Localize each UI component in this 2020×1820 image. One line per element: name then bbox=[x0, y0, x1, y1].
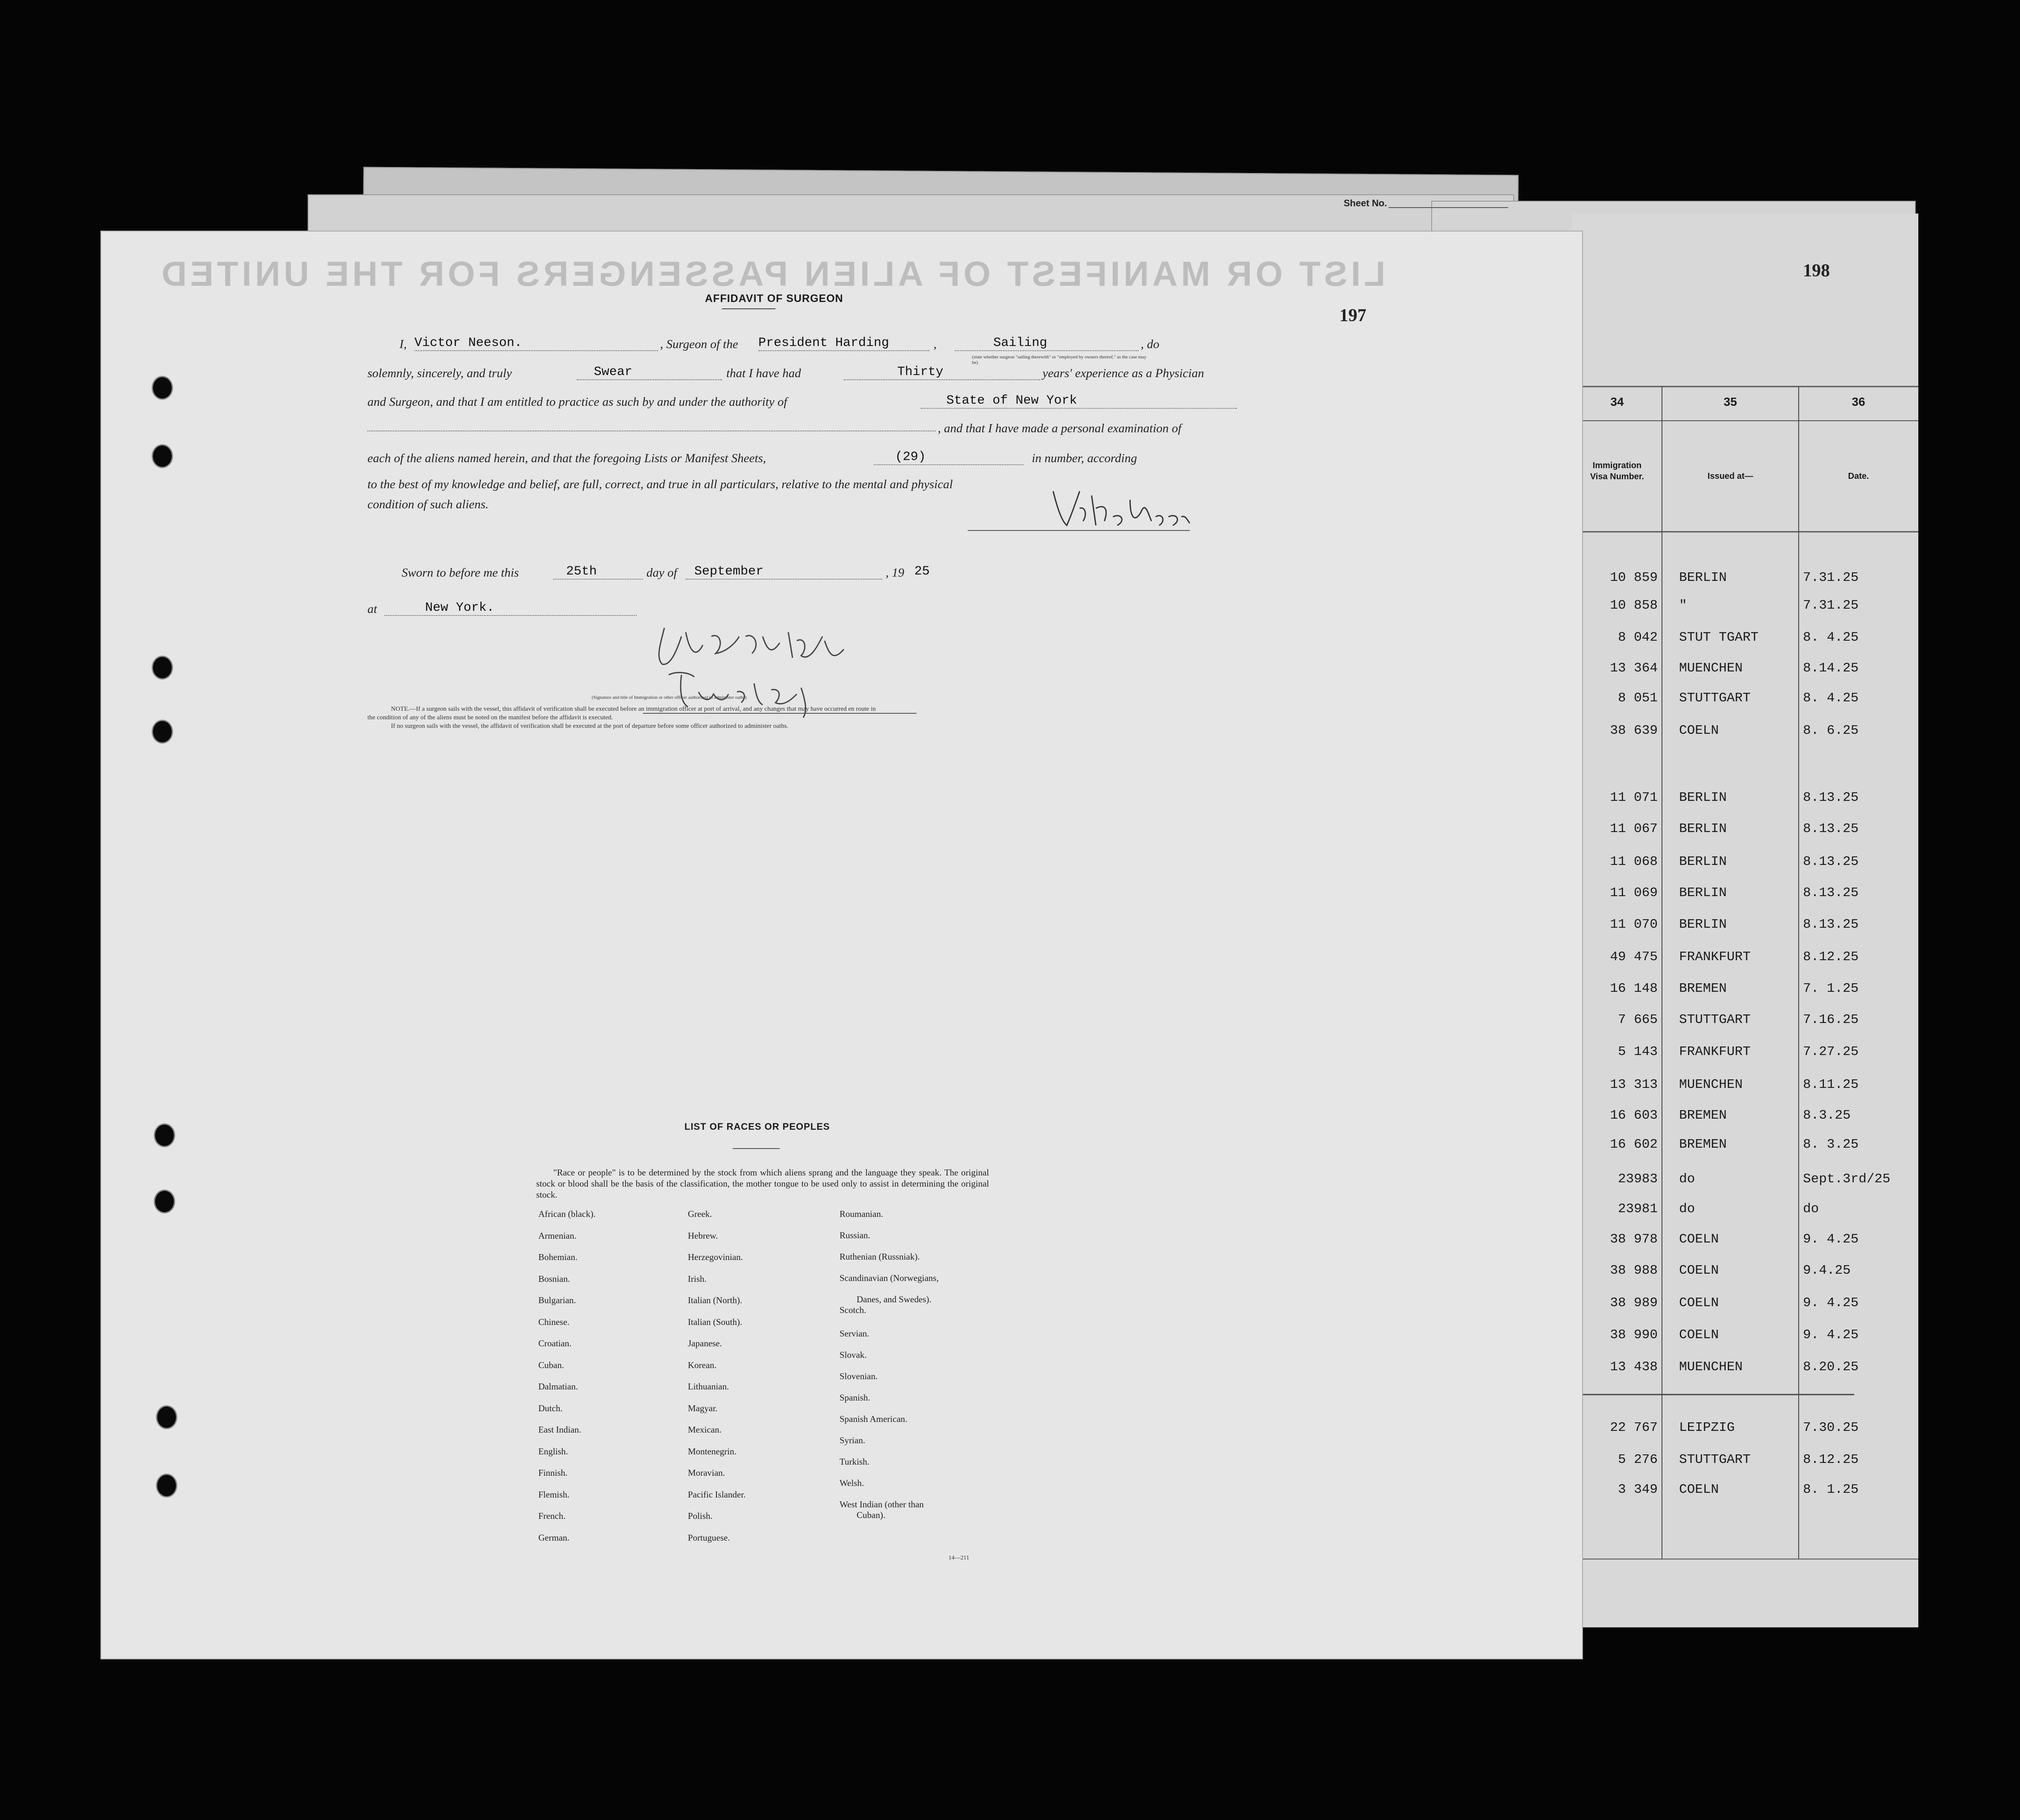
race-entry: Russian. bbox=[840, 1230, 870, 1240]
surgeon-name: Victor Neeson. bbox=[414, 336, 658, 351]
races-rule bbox=[733, 1148, 780, 1149]
at-label: at bbox=[367, 602, 377, 616]
affidavit-i-label: I, bbox=[399, 337, 407, 351]
visa-date-cell: 8. 1.25 bbox=[1803, 1482, 1859, 1497]
note-line-1: NOTE.—If a surgeon sails with the vessel, this affidavit of verification shall be executed before an immigration officer at port of arrival, and any changes that may have occurred en route in bbox=[391, 706, 876, 712]
visa-number-cell: 11 068 bbox=[1610, 854, 1658, 869]
issued-at-cell: COELN bbox=[1679, 1328, 1719, 1342]
issued-at-cell: BERLIN bbox=[1679, 917, 1727, 932]
race-entry: Herzegovinian. bbox=[688, 1252, 743, 1262]
visa-number-cell: 11 069 bbox=[1610, 885, 1658, 900]
visa-date-cell: Sept.3rd/25 bbox=[1803, 1172, 1891, 1187]
issued-at-cell: BREMEN bbox=[1679, 1137, 1727, 1152]
race-entry: Cuban). bbox=[857, 1510, 886, 1520]
issued-at-cell: MUENCHEN bbox=[1679, 1077, 1743, 1092]
sworn-location: New York. bbox=[385, 601, 637, 616]
do-label: , do bbox=[1141, 337, 1160, 351]
race-entry: Spanish American. bbox=[840, 1414, 907, 1424]
visa-date-cell: 8. 3.25 bbox=[1803, 1137, 1859, 1152]
issued-at-cell: COELN bbox=[1679, 1482, 1719, 1497]
race-entry: Polish. bbox=[688, 1511, 713, 1521]
visa-date-cell: 9. 4.25 bbox=[1803, 1328, 1859, 1342]
visa-number-cell: 10 858 bbox=[1610, 598, 1658, 613]
visa-number-cell: 11 067 bbox=[1610, 821, 1658, 836]
visa-date-cell: 9.4.25 bbox=[1803, 1263, 1851, 1278]
visa-number-cell: 8 051 bbox=[1618, 691, 1658, 706]
issued-at-cell: STUT TGART bbox=[1679, 630, 1759, 645]
race-entry: Korean. bbox=[688, 1360, 717, 1370]
race-entry: Bosnian. bbox=[538, 1273, 570, 1284]
race-entry: Irish. bbox=[688, 1273, 707, 1284]
surgeon-of-label: , Surgeon of the bbox=[660, 337, 738, 351]
race-entry: Bohemian. bbox=[538, 1252, 578, 1262]
binder-hole-6 bbox=[154, 1190, 175, 1213]
race-entry: Italian (North). bbox=[688, 1295, 743, 1305]
visa-date-cell: 7.16.25 bbox=[1803, 1012, 1859, 1027]
race-entry: Servian. bbox=[840, 1328, 869, 1339]
col-num-36: 36 bbox=[1852, 395, 1865, 408]
binder-hole-7 bbox=[156, 1405, 177, 1429]
visa-number-cell: 38 639 bbox=[1610, 723, 1658, 738]
race-entry: Cuban. bbox=[538, 1360, 564, 1370]
issued-at-cell: BERLIN bbox=[1679, 854, 1727, 869]
binder-hole-1 bbox=[152, 376, 173, 400]
issued-at-cell: do bbox=[1679, 1172, 1695, 1187]
race-entry: Portuguese. bbox=[688, 1532, 730, 1543]
visa-number-cell: 23981 bbox=[1618, 1202, 1658, 1216]
binder-hole-3 bbox=[152, 656, 173, 680]
page-number-198: 198 bbox=[1803, 261, 1830, 281]
race-entry: French. bbox=[538, 1511, 566, 1521]
sailing-hint: (state whether surgeon "sailing therewith" or "employed by owners thereof," as the case may be) bbox=[972, 355, 1147, 365]
issued-at-cell: COELN bbox=[1679, 1232, 1719, 1247]
licensing-authority: State of New York bbox=[921, 393, 1237, 409]
issued-at-cell: BERLIN bbox=[1679, 885, 1727, 900]
binder-hole-8 bbox=[156, 1474, 177, 1498]
visa-number-cell: 5 276 bbox=[1618, 1452, 1658, 1467]
visa-number-cell: 10 859 bbox=[1610, 570, 1658, 585]
col-num-34: 34 bbox=[1610, 395, 1624, 408]
year-suffix: 25 bbox=[914, 564, 930, 579]
race-entry: Pacific Islander. bbox=[688, 1489, 746, 1500]
issued-at-cell: do bbox=[1679, 1202, 1695, 1216]
visa-number-cell: 11 071 bbox=[1610, 790, 1658, 805]
visa-date-cell: 7.27.25 bbox=[1803, 1044, 1859, 1059]
visa-date-cell: do bbox=[1803, 1202, 1819, 1216]
line-in-number: in number, according bbox=[1032, 451, 1137, 465]
race-entry: Syrian. bbox=[840, 1435, 866, 1445]
vessel-name: President Harding bbox=[758, 336, 929, 351]
bleed-through-title: LIST OR MANIFEST OF ALIEN PASSENGERS FOR THE UNITED bbox=[158, 255, 1386, 293]
race-entry: German. bbox=[538, 1532, 570, 1543]
visa-number-cell: 38 988 bbox=[1610, 1263, 1658, 1278]
visa-date-cell: 8.20.25 bbox=[1803, 1360, 1859, 1375]
race-entry: Turkish. bbox=[840, 1457, 869, 1467]
visa-number-cell: 38 990 bbox=[1610, 1328, 1658, 1342]
races-intro: "Race or people" is to be determined by the stock from which aliens sprang and the language they speak. The original stock or blood shall be the basis of the classification, the mother tongue to be used only to assist in determining the original stock. bbox=[536, 1167, 989, 1200]
affidavit-page bbox=[100, 231, 1583, 1659]
affidavit-title: AFFIDAVIT OF SURGEON bbox=[705, 293, 843, 305]
race-entry: Danes, and Swedes). bbox=[857, 1294, 931, 1304]
comma-mark: , bbox=[934, 337, 937, 351]
race-entry: Montenegrin. bbox=[688, 1446, 737, 1457]
note-line-3: If no surgeon sails with the vessel, the affidavit of verification shall be executed at the port of departure before some officer authorized to administer oaths. bbox=[391, 723, 789, 730]
visa-date-cell: 7.31.25 bbox=[1803, 598, 1859, 613]
visa-number-cell: 22 767 bbox=[1610, 1420, 1658, 1435]
race-entry: African (black). bbox=[538, 1209, 596, 1219]
races-title: LIST OF RACES OR PEOPLES bbox=[684, 1121, 830, 1132]
visa-number-cell: 8 042 bbox=[1618, 630, 1658, 645]
race-entry: Dalmatian. bbox=[538, 1381, 578, 1392]
visa-date-cell: 7.30.25 bbox=[1803, 1420, 1859, 1435]
race-entry: Welsh. bbox=[840, 1478, 864, 1488]
visa-date-cell: 8. 6.25 bbox=[1803, 723, 1859, 738]
visa-date-cell: 8.13.25 bbox=[1803, 854, 1859, 869]
visa-number-cell: 49 475 bbox=[1610, 950, 1658, 964]
issued-at-cell: BREMEN bbox=[1679, 1108, 1727, 1123]
race-entry: Roumanian. bbox=[840, 1209, 884, 1219]
sworn-label: Sworn to before me this bbox=[402, 566, 519, 580]
issued-at-cell: MUENCHEN bbox=[1679, 1360, 1743, 1375]
day-of-label: day of bbox=[646, 566, 677, 580]
officer-signature bbox=[592, 611, 942, 722]
race-entry: Scotch. bbox=[840, 1305, 866, 1315]
visa-date-cell: 8. 4.25 bbox=[1803, 691, 1859, 706]
visa-number-cell: 13 438 bbox=[1610, 1360, 1658, 1375]
binder-hole-4 bbox=[152, 720, 173, 744]
race-entry: Hebrew. bbox=[688, 1230, 718, 1241]
visa-date-cell: 8.12.25 bbox=[1803, 1452, 1859, 1467]
issued-at-cell: BERLIN bbox=[1679, 570, 1727, 585]
visa-date-cell: 8. 4.25 bbox=[1803, 630, 1859, 645]
race-entry: Bulgarian. bbox=[538, 1295, 576, 1305]
line-condition: condition of such aliens. bbox=[367, 498, 489, 511]
years-experience: Thirty bbox=[844, 365, 1040, 380]
visa-number-cell: 13 364 bbox=[1610, 661, 1658, 676]
visa-date-cell: 8.13.25 bbox=[1803, 917, 1859, 932]
sheet-no-label: Sheet No. bbox=[1344, 198, 1387, 208]
race-entry: Mexican. bbox=[688, 1424, 722, 1435]
issued-at-cell: BERLIN bbox=[1679, 790, 1727, 805]
race-entry: Chinese. bbox=[538, 1316, 570, 1327]
issued-at-cell: MUENCHEN bbox=[1679, 661, 1743, 676]
race-entry: English. bbox=[538, 1446, 568, 1457]
issued-at-cell: COELN bbox=[1679, 1295, 1719, 1310]
visa-date-cell: 9. 4.25 bbox=[1803, 1295, 1859, 1310]
issued-at-cell: BREMEN bbox=[1679, 981, 1727, 996]
race-entry: Slovenian. bbox=[840, 1371, 878, 1381]
race-entry: Slovak. bbox=[840, 1350, 867, 1360]
visa-date-cell: 8.12.25 bbox=[1803, 950, 1859, 964]
visa-date-cell: 8.11.25 bbox=[1803, 1077, 1859, 1092]
race-entry: Dutch. bbox=[538, 1403, 563, 1413]
race-entry: East Indian. bbox=[538, 1424, 581, 1435]
officer-caption: (Signature and title of Immigration or other officer authorized to administer oaths) bbox=[592, 695, 747, 700]
sworn-month: September bbox=[686, 564, 882, 580]
issued-at-cell: STUTTGART bbox=[1679, 1452, 1751, 1467]
sheet-no-line bbox=[1389, 207, 1508, 208]
year-prefix: , 19 bbox=[886, 566, 904, 580]
visa-number-cell: 5 143 bbox=[1618, 1044, 1658, 1059]
visa-number-cell: 23983 bbox=[1618, 1172, 1658, 1187]
race-entry: Lithuanian. bbox=[688, 1381, 729, 1392]
binder-hole-5 bbox=[154, 1123, 175, 1147]
col-head-issued-at: Issued at— bbox=[1707, 472, 1753, 481]
issued-at-cell: LEIPZIG bbox=[1679, 1420, 1735, 1435]
visa-date-cell: 8.13.25 bbox=[1803, 885, 1859, 900]
race-entry: Japanese. bbox=[688, 1338, 722, 1348]
issued-at-cell: " bbox=[1679, 598, 1687, 613]
col-num-35: 35 bbox=[1723, 395, 1737, 408]
race-entry: Scandinavian (Norwegians, bbox=[840, 1273, 939, 1283]
note-line-2: the condition of any of the aliens must be noted on the manifest before the affidavit is executed. bbox=[367, 714, 613, 721]
visa-date-cell: 7. 1.25 bbox=[1803, 981, 1859, 996]
visa-date-cell: 8.13.25 bbox=[1803, 821, 1859, 836]
issued-at-cell: BERLIN bbox=[1679, 821, 1727, 836]
visa-number-cell: 11 070 bbox=[1610, 917, 1658, 932]
visa-number-cell: 16 602 bbox=[1610, 1137, 1658, 1152]
race-entry: Flemish. bbox=[538, 1489, 570, 1500]
issued-at-cell: FRANKFURT bbox=[1679, 950, 1751, 964]
race-entry: Greek. bbox=[688, 1209, 712, 1219]
col-head-date: Date. bbox=[1848, 472, 1869, 481]
visa-date-cell: 8.13.25 bbox=[1803, 790, 1859, 805]
race-entry: Spanish. bbox=[840, 1392, 870, 1403]
sworn-day: 25th bbox=[553, 564, 643, 580]
visa-date-cell: 7.31.25 bbox=[1803, 570, 1859, 585]
surgeon-signature bbox=[968, 483, 1190, 534]
race-entry: Armenian. bbox=[538, 1230, 577, 1241]
line-each-alien: each of the aliens named herein, and that the foregoing Lists or Manifest Sheets, bbox=[367, 451, 766, 465]
visa-number-cell: 7 665 bbox=[1618, 1012, 1658, 1027]
line-have-had: that I have had bbox=[726, 366, 801, 380]
issued-at-cell: COELN bbox=[1679, 1263, 1719, 1278]
race-entry: Ruthenian (Russniak). bbox=[840, 1251, 920, 1262]
sailing-status: Sailing bbox=[955, 336, 1139, 351]
line-and-surgeon: and Surgeon, and that I am entitled to practice as such by and under the authority of bbox=[367, 395, 787, 409]
visa-date-cell: 8.14.25 bbox=[1803, 661, 1859, 676]
line-best-knowledge: to the best of my knowledge and belief, are full, correct, and true in all particulars, relative to the mental and physical bbox=[367, 478, 953, 491]
line-solemnly: solemnly, sincerely, and truly bbox=[367, 366, 512, 380]
race-entry: Magyar. bbox=[688, 1403, 718, 1413]
right-page bbox=[1572, 214, 1918, 1627]
visa-number-cell: 13 313 bbox=[1610, 1077, 1658, 1092]
visa-number-cell: 16 603 bbox=[1610, 1108, 1658, 1123]
oath-type: Swear bbox=[577, 365, 722, 380]
visa-number-cell: 3 349 bbox=[1618, 1482, 1658, 1497]
issued-at-cell: FRANKFURT bbox=[1679, 1044, 1751, 1059]
title-rule bbox=[722, 308, 775, 309]
visa-date-cell: 8.3.25 bbox=[1803, 1108, 1851, 1123]
issued-at-cell: STUTTGART bbox=[1679, 1012, 1751, 1027]
race-entry: West Indian (other than bbox=[840, 1499, 924, 1509]
race-entry: Italian (South). bbox=[688, 1316, 743, 1327]
line-personal-exam: , and that I have made a personal examination of bbox=[938, 422, 1182, 435]
line-years-physician: years' experience as a Physician bbox=[1042, 366, 1204, 380]
issued-at-cell: COELN bbox=[1679, 723, 1719, 738]
visa-number-cell: 16 148 bbox=[1610, 981, 1658, 996]
visa-number-cell: 38 978 bbox=[1610, 1232, 1658, 1247]
issued-at-cell: STUTTGART bbox=[1679, 691, 1751, 706]
manifest-sheet-count: (29) bbox=[874, 450, 1023, 465]
col-head-visa-number: Immigration Visa Number. bbox=[1590, 461, 1644, 481]
visa-number-cell: 38 989 bbox=[1610, 1295, 1658, 1310]
race-entry: Moravian. bbox=[688, 1468, 725, 1478]
visa-date-cell: 9. 4.25 bbox=[1803, 1232, 1859, 1247]
binder-hole-2 bbox=[152, 444, 173, 468]
race-entry: Finnish. bbox=[538, 1468, 568, 1478]
form-code: 14—211 bbox=[948, 1555, 969, 1561]
page-number-197: 197 bbox=[1339, 306, 1366, 325]
race-entry: Croatian. bbox=[538, 1338, 572, 1348]
